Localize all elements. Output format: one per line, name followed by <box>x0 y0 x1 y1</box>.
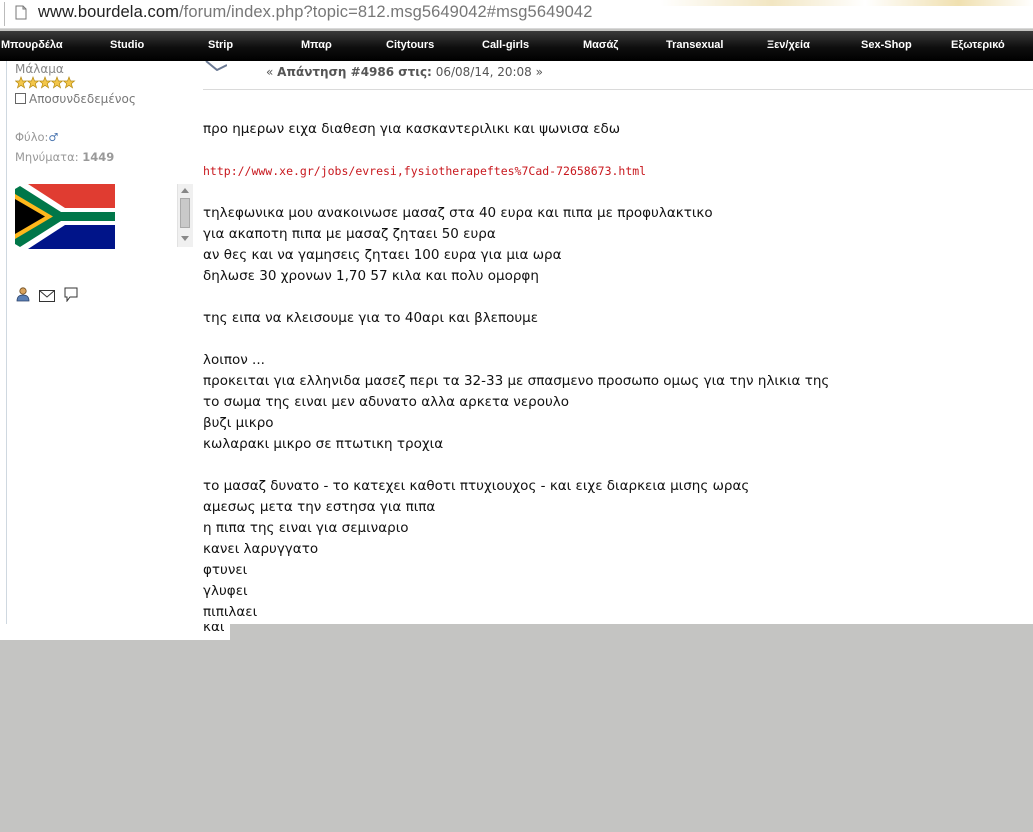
left-border <box>6 61 7 640</box>
star-icon <box>15 76 77 90</box>
nav-item-callgirls[interactable]: Call-girls <box>482 39 530 51</box>
south-africa-flag-icon <box>15 184 115 249</box>
address-bar[interactable] <box>0 0 1033 29</box>
profile-icon[interactable] <box>16 287 30 306</box>
nav-item-abroad[interactable]: Εξωτερικό <box>951 39 1005 51</box>
post-count-label: Μηνύματα: <box>15 150 79 164</box>
post-line: βυζι μικρο <box>203 415 274 431</box>
post-date: 06/08/14, 20:08 <box>435 65 532 79</box>
address-bar-edge <box>0 2 5 26</box>
online-status <box>15 92 136 106</box>
post-reply-title[interactable]: Απάντηση #4986 στις: <box>277 65 432 79</box>
post-line: της ειπα να κλεισουμε για το 40αρι και βλεπουμε <box>203 310 539 326</box>
post-blank-line <box>203 329 1023 350</box>
nav-item-studio[interactable]: Studio <box>110 39 145 51</box>
scroll-up-arrow-icon[interactable] <box>181 188 189 193</box>
signature-scrollbar[interactable] <box>177 184 193 247</box>
post-body <box>203 119 1023 624</box>
post-line: προ ημερων ειχα διαθεση για κασκαντεριλικι και ψωνισα εδω <box>203 121 621 137</box>
post-line: το σωμα της ειναι μεν αδυνατο αλλα αρκετα νερουλο <box>203 394 570 410</box>
post-line: η πιπα της ειναι για σεμιναριο <box>203 520 409 536</box>
post-line: αμεσως μετα την εστησα για πιπα <box>203 499 436 515</box>
post-line: κωλαρακι μικρο σε πτωτικη τροχια <box>203 436 444 452</box>
post-count-row <box>15 150 114 164</box>
nav-item-bar[interactable]: Μπαρ <box>301 39 332 51</box>
online-status-label: Αποσυνδεδεμένος <box>29 92 136 106</box>
poster-rank: Μάλαμα <box>15 62 64 76</box>
post-blank-line <box>203 287 1023 308</box>
post-divider <box>203 89 1033 90</box>
nav-item-sexshop[interactable]: Sex-Shop <box>861 39 912 51</box>
nav-item-brothels[interactable]: Μπουρδέλα <box>1 39 63 51</box>
post-line: λοιπον ... <box>203 352 265 368</box>
gender-row <box>15 130 58 144</box>
nav-item-citytours[interactable]: Citytours <box>386 39 435 51</box>
scroll-down-arrow-icon[interactable] <box>181 236 189 241</box>
post-count-value: 1449 <box>82 150 115 164</box>
main-nav <box>0 31 1033 61</box>
post-line: κανει λαρυγγατο <box>203 541 319 557</box>
post-line: προκειται για ελληνιδα μασεζ περι τα 32-33 με σπασμενο προσωπο ομως για την ηλικια της <box>203 373 830 389</box>
post-body-overflow-line <box>0 624 230 640</box>
post-header-suffix: » <box>535 65 543 79</box>
nav-item-massage[interactable]: Μασάζ <box>583 39 619 51</box>
personal-message-icon[interactable] <box>64 287 78 306</box>
scroll-thumb[interactable] <box>180 198 190 228</box>
post-line: δηλωσε 30 χρονων 1,70 57 κιλα και πολυ ομορφη <box>203 268 539 284</box>
url-path: /forum/index.php?topic=812.msg5649042#msg5649042 <box>179 3 593 21</box>
post-link[interactable]: http://www.xe.gr/jobs/evresi,fysiotherapeftes%7Cad-72658673.html <box>203 164 647 178</box>
post-line: αν θες και να γαμησεις ζηταει 100 ευρα για μια ωρα <box>203 247 562 263</box>
post-line: γλυφει <box>203 583 248 599</box>
post-line: το μασαζ δυνατο - το κατεχει καθοτι πτυχιουχος - και ειχε διαρκεια μισης ωρας <box>203 478 750 494</box>
post-blank-line <box>203 455 1023 476</box>
nav-item-strip[interactable]: Strip <box>208 39 234 51</box>
post-line: πιπιλαει <box>203 604 258 620</box>
page-icon <box>15 5 27 20</box>
post-line: φτυνει <box>203 562 248 578</box>
post-blank-line <box>203 182 1023 203</box>
male-icon: ♂ <box>48 131 59 144</box>
nav-item-transexual[interactable]: Transexual <box>666 39 724 51</box>
url-host: www.bourdela.com <box>38 3 179 21</box>
toolbar-edge <box>660 0 1033 6</box>
post-line: για ακαποτη πιπα με μασαζ ζηταει 50 ευρα <box>203 226 496 242</box>
post-line-last: και <box>203 624 225 635</box>
post-header-prefix: « <box>266 65 274 79</box>
forum-post-area <box>0 61 1033 624</box>
post-line-link <box>203 161 1023 182</box>
gender-label: Φύλο: <box>15 130 49 144</box>
nav-item-foreign[interactable]: Ξεν/χεία <box>767 39 810 51</box>
post-line: τηλεφωνικα μου ανακοινωσε μασαζ στα 40 ευρα και πιπα με προφυλακτικο <box>203 205 713 221</box>
post-icon <box>205 61 227 71</box>
status-checkbox-icon <box>15 93 26 104</box>
email-icon[interactable] <box>39 287 55 306</box>
url-text[interactable] <box>38 3 592 22</box>
profile-actions <box>16 287 82 303</box>
post-header <box>266 65 543 79</box>
post-blank-line <box>203 140 1023 161</box>
